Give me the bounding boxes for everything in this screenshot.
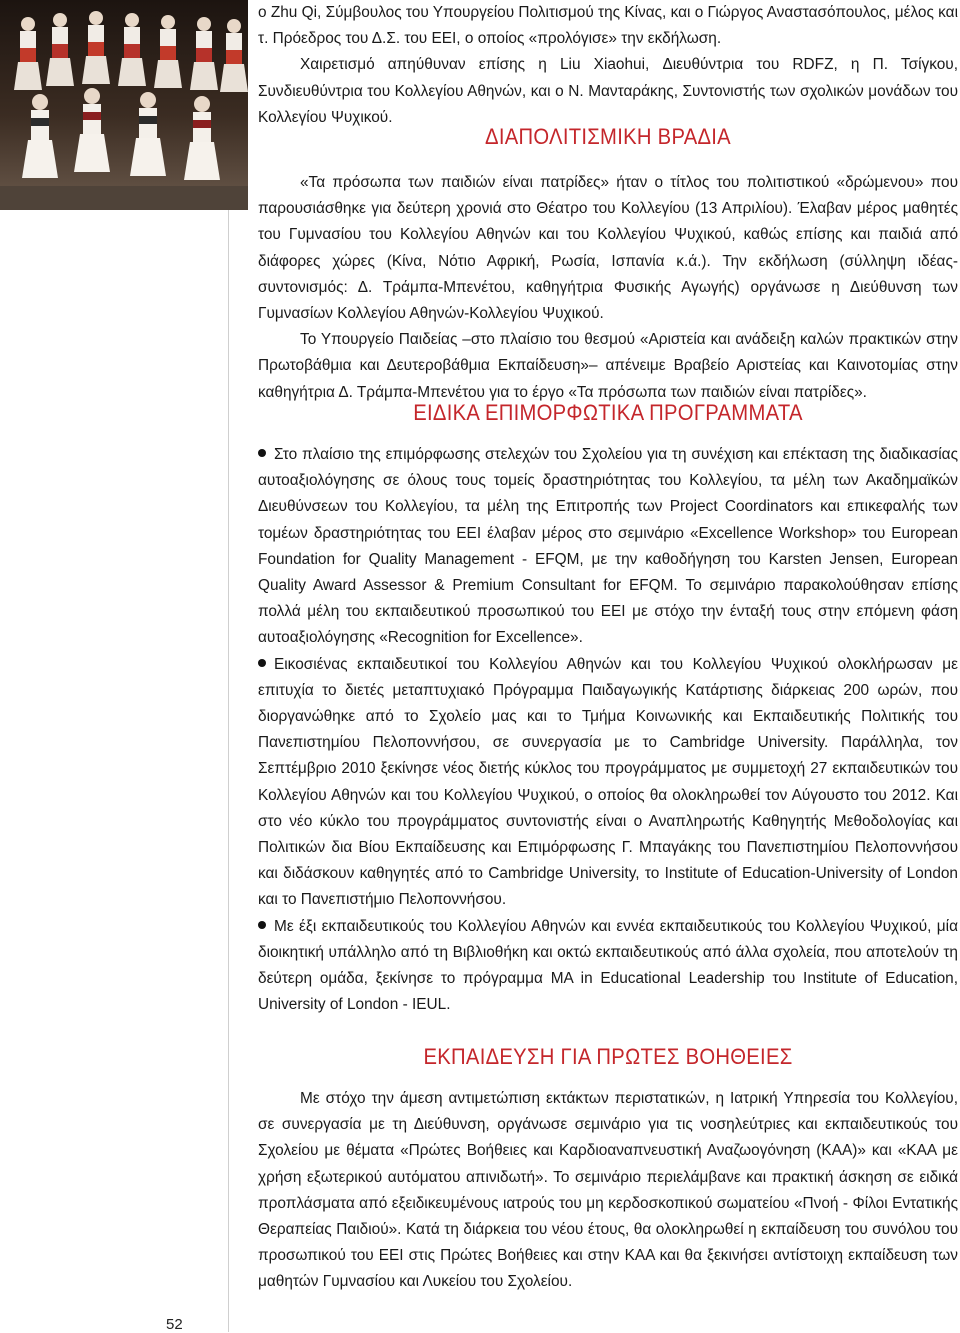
section-training — [258, 400, 958, 426]
section-training-body — [258, 442, 958, 1018]
section-first-aid-body — [258, 1086, 958, 1296]
list-item — [258, 652, 958, 914]
section-intercultural — [258, 124, 958, 150]
bullet-icon — [258, 449, 266, 457]
bullet-text: Με έξι εκπαιδευτικούς του Κολλεγίου Αθηνών και εννέα εκπαιδευτικούς του Κολλεγίου Ψυχικού, μία διοικητική υπάλληλο από τη Βιβλιοθήκη και οκτώ εκπαιδευτικούς από άλλα σχολεία, που αποτελούν τη δεύτερη ομάδα, ξεκίνησε το πρόγραμμα ΜΑ in Educational Leadership του Institute of Education, University of London - IEUL. — [258, 917, 958, 1014]
page-number: 52 — [166, 1316, 183, 1333]
section-title-intercultural: ΔΙΑΠΟΛΙΤΙΣΜΙΚΗ ΒΡΑΔΙΑ — [485, 124, 731, 149]
folk-dancers-photo — [0, 0, 248, 210]
list-item — [258, 442, 958, 652]
paragraph-first-aid: Με στόχο την άμεση αντιμετώπιση εκτάκτων περιστατικών, η Ιατρική Υπηρεσία του Κολλεγίου, σε συνεργασία με τη Διεύθυνση, οργάνωσε σεμινάριο για τις νοσηλεύτριες και εκπαιδευτικούς του Σχολείου με θέματα «Πρώτες Βοήθειες και Καρδιοαναπνευστική Αναζωογόνηση (ΚΑΑ)» και «ΚΑΑ με χρήση εξωτερικού αυτόματου απινιδωτή». Το σεμινάριο περιελάμβανε και πρακτική άσκηση σε ειδικά προπλάσματα από εξειδικευμένους ιατρούς του μη κερδοσκοπικού σωματείου «Πνοή - Φίλοι Εντατικής Θεραπείας Παιδιού». Κατά τη διάρκεια του νέου έτους, θα ολοκληρωθεί η εκπαίδευση του συνόλου του προσωπικού του ΕΕΙ στις Πρώτες Βοήθειες και στην ΚΑΑ και θα ξεκινήσει αντίστοιχη εκπαίδευση των μαθητών Γυμνασίου και Λυκείου του Σχολείου. — [258, 1090, 958, 1291]
paragraph-intercultural-2: Το Υπουργείο Παιδείας –στο πλαίσιο του θεσμού «Αριστεία και ανάδειξη καλών πρακτικών στην Πρωτοβάθμια και Δευτεροβάθμια Εκπαίδευση»– απένειμε Βραβείο Αριστείας και Καινοτομίας στην καθηγήτρια Δ. Τράμπα-Μπενέτου για το έργο «Τα πρόσωπα των παιδιών είναι πατρίδες». — [258, 331, 958, 401]
intro-paragraph-1: ο Zhu Qi, Σύμβουλος του Υπουργείου Πολιτισμού της Κίνας, και ο Γιώργος Αναστασόπουλος, μέλος και τ. Πρόεδρος του Δ.Σ. του ΕΕΙ, ο οποίος «προλόγισε» την εκδήλωση. — [258, 4, 958, 48]
bullet-text: Στο πλαίσιο της επιμόρφωσης στελεχών του Σχολείου για τη συνέχιση και επέκταση της διαδικασίας αυτοαξιολόγησης σε όλους τους τομείς δραστηριότητας του Κολλεγίου, τα μέλη των Ακαδημαϊκών Διευθύνσεων του Κολλεγίου, τα μέλη της Επιτροπής των Project Coordinators και επικεφαλής των τομέων δραστηριότητας του ΕΕΙ έλαβαν μέρος στο σεμινάριο «Excellence Workshop» του European Foundation for Quality Management - EFQM, με την καθοδήγηση του Karsten Jensen, European Quality Award Assessor & Premium Consultant for EFQM. Το σεμινάριο παρακολούθησαν επίσης πολλά μέλη του εκπαιδευτικού προσωπικού του ΕΕΙ με στόχο την ένταξή τους στην επόμενη φάση αυτοαξιολόγησης «Recognition for Excellence». — [258, 446, 958, 647]
section-intercultural-body — [258, 170, 958, 406]
intro-paragraph-2: Χαιρετισμό απηύθυναν επίσης η Liu Xiaohui, Διευθύντρια του RDFZ, η Π. Τσίγκου, Συνδιευθύντρια του Κολλεγίου Αθηνών, και ο Ν. Μανταράκης, Συντονιστής των σχολικών μονάδων του Κολλεγίου Ψυχικού. — [258, 56, 958, 126]
bullet-icon — [258, 659, 266, 667]
intro-block — [258, 0, 958, 131]
section-title-first-aid: ΕΚΠΑΙΔΕΥΣΗ ΓΙΑ ΠΡΩΤΕΣ ΒΟΗΘΕΙΕΣ — [423, 1044, 793, 1069]
paragraph-intercultural-1: «Τα πρόσωπα των παιδιών είναι πατρίδες» ήταν ο τίτλος του πολιτιστικού «δρώμενου» που παρουσιάσθηκε για δεύτερη χρονιά στο Θέατρο του Κολλεγίου (13 Απριλίου). Έλαβαν μέρος μαθητές του Γυμνασίου του Κολλεγίου Αθηνών και του Κολλεγίου Ψυχικού, καθώς επίσης και παιδιά από διάφορες χώρες (Κίνα, Νότιο Αφρική, Ρωσία, Ισπανία κ.ά.). Την εκδήλωση (σύλληψη ιδέας-συντονισμός: Δ. Τράμπα-Μπενέτου, καθηγήτρια Φυσικής Αγωγής) οργάνωσε η Διεύθυνση των Γυμνασίων Κολλεγίου Αθηνών-Κολλεγίου Ψυχικού. — [258, 174, 958, 323]
section-first-aid — [258, 1044, 958, 1070]
section-title-training: ΕΙΔΙΚΑ ΕΠΙΜΟΡΦΩΤΙΚΑ ΠΡΟΓΡΑΜΜΑΤΑ — [413, 400, 803, 425]
bullet-icon — [258, 921, 266, 929]
bullet-text: Εικοσιένας εκπαιδευτικοί του Κολλεγίου Αθηνών και του Κολλεγίου Ψυχικού ολοκλήρωσαν με επιτυχία το διετές μεταπτυχιακό Πρόγραμμα Παιδαγωγικής Κατάρτισης διάρκειας 200 ωρών, που διοργανώθηκε από το Σχολείο μας και το Τμήμα Κοινωνικής και Εκπαιδευτικής Πολιτικής του Πανεπιστημίου Πελοποννήσου, σε συνεργασία με το Cambridge University. Παράλληλα, τον Σεπτέμβριο 2010 ξεκίνησε νέος διετής κύκλος του προγράμματος με συμμετοχή 27 εκπαιδευτικών του Κολλεγίου Αθηνών και του Κολλεγίου Ψυχικού, ο οποίος θα ολοκληρωθεί τον Αύγουστο του 2012. Και στο νέο κύκλο του προγράμματος συντονιστής είναι ο Αναπληρωτής Καθηγητής Μεθοδολογίας και Πολιτικών δια Βίου Εκπαίδευσης και Επιμόρφωσης Γ. Μπαγάκης του Πανεπιστημίου Πελοποννήσου και διδάσκουν καθηγητές από το Cambridge University, το Institute of Education-University of London και το Πανεπιστήμιο Πελοποννήσου. — [258, 655, 958, 909]
list-item — [258, 914, 958, 1019]
folk-dancers-icon — [0, 0, 248, 210]
